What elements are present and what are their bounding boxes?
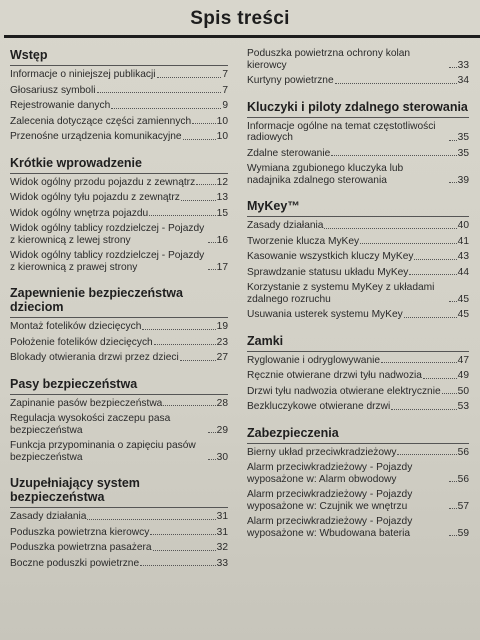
toc-entry-title: Widok ogólny tablicy rozdzielczej - Pojazdy z kierownicą z prawej strony <box>10 250 205 273</box>
dot-leader <box>97 92 222 93</box>
toc-section <box>10 156 228 274</box>
toc-entry-page: 40 <box>457 220 469 231</box>
toc-entry-title: Zalecenia dotyczące części zamiennych <box>10 115 192 127</box>
toc-entry-title: Wymiana zgubionego kluczyka lub nadajnika zdalnego sterowania <box>247 163 404 186</box>
section-gap <box>247 91 469 100</box>
toc-entry-page: 29 <box>216 424 228 436</box>
toc-entry[interactable] <box>247 447 469 459</box>
section-gap <box>247 417 469 426</box>
toc-entry[interactable] <box>10 527 228 539</box>
toc-entry-page: 27 <box>216 352 228 363</box>
toc-entry[interactable] <box>10 177 228 189</box>
toc-entry[interactable] <box>10 100 228 112</box>
section-rule <box>247 216 469 217</box>
toc-entry-page: 28 <box>216 397 228 409</box>
toc-entry-title: Alarm przeciwkradzieżowy - Pojazdy wyposażone w: Czujnik we wnętrzu <box>247 489 413 512</box>
toc-entry[interactable] <box>247 236 469 248</box>
toc-section <box>10 286 228 364</box>
toc-section <box>247 199 469 321</box>
toc-entry[interactable] <box>247 121 469 144</box>
toc-entry[interactable] <box>247 489 469 512</box>
dot-leader <box>208 459 216 460</box>
toc-entry-page: 47 <box>457 354 469 366</box>
toc-entry-title: Widok ogólny wnętrza pojazdu <box>10 207 149 219</box>
toc-entry-title: Widok ogólny przodu pojazdu z zewnątrz <box>10 176 196 188</box>
toc-entry[interactable] <box>10 337 228 349</box>
dot-leader <box>449 301 457 302</box>
section-rule <box>247 117 469 118</box>
toc-entry-title: Informacje ogólne na temat częstotliwości radiowych <box>247 120 436 143</box>
toc-entry-page: 7 <box>222 69 228 80</box>
toc-entry-title: Położenie fotelików dziecięcych <box>10 336 153 348</box>
dot-leader <box>208 242 216 243</box>
toc-entry[interactable] <box>10 558 228 570</box>
toc-entry-page: 39 <box>457 174 469 186</box>
dot-leader <box>192 123 215 124</box>
toc-entry-title: Sprawdzanie statusu układu MyKey <box>247 266 409 278</box>
toc-entry-page: 7 <box>222 84 228 96</box>
right-column <box>247 48 469 543</box>
section-rule <box>10 394 228 395</box>
dot-leader <box>181 200 216 201</box>
toc-entry[interactable] <box>10 542 228 554</box>
dot-leader <box>140 565 216 566</box>
toc-entry[interactable] <box>10 398 228 410</box>
toc-entry-page: 30 <box>216 451 228 463</box>
dot-leader <box>442 393 457 394</box>
toc-entry-page: 53 <box>457 401 469 412</box>
toc-entry-title: Rejestrowanie danych <box>10 100 111 111</box>
toc-entry[interactable] <box>247 267 469 279</box>
toc-entry-page: 32 <box>216 542 228 553</box>
toc-entry-title: Tworzenie klucza MyKey <box>247 235 360 247</box>
dot-leader <box>381 362 457 363</box>
section-rule <box>10 317 228 318</box>
toc-entry-page: 59 <box>457 527 469 539</box>
dot-leader <box>449 508 457 509</box>
toc-section <box>247 334 469 413</box>
toc-entry[interactable] <box>10 208 228 220</box>
toc-entry-title: Kurtyny powietrzne <box>247 75 334 86</box>
page-title: Spis treści <box>190 8 290 29</box>
toc-entry-page: 17 <box>216 261 228 273</box>
dot-leader <box>149 215 215 216</box>
toc-entry[interactable] <box>247 370 469 382</box>
toc-entry-page: 43 <box>457 251 469 262</box>
toc-entry-title: Blokady otwierania drzwi przez dzieci <box>10 352 179 363</box>
section-gap <box>10 467 228 476</box>
toc-entry[interactable] <box>247 251 469 263</box>
toc-entry[interactable] <box>247 282 469 305</box>
toc-entry-title: Alarm przeciwkradzieżowy - Pojazdy wyposażone w: Alarm obwodowy <box>247 462 413 485</box>
toc-entry-page: 34 <box>457 75 469 86</box>
toc-entry-page: 33 <box>216 557 228 569</box>
dot-leader <box>324 228 456 229</box>
toc-entry-page: 45 <box>457 293 469 305</box>
toc-entry-title: Alarm przeciwkradzieżowy - Pojazdy wyposażone w: Wbudowana bateria <box>247 516 413 539</box>
toc-entry-page: 10 <box>216 131 228 142</box>
toc-entry-page: 33 <box>457 59 469 71</box>
toc-section <box>247 48 469 87</box>
toc-entry-title: Montaż fotelików dziecięcych <box>10 321 142 332</box>
dot-leader <box>404 317 457 318</box>
dot-leader <box>87 519 215 520</box>
toc-entry-title: Zdalne sterowanie <box>247 147 331 159</box>
dot-leader <box>391 409 456 410</box>
toc-entry-title: Boczne poduszki powietrzne <box>10 557 140 569</box>
section-gap <box>247 190 469 199</box>
toc-entry-title: Przenośne urządzenia komunikacyjne <box>10 131 182 142</box>
toc-entry-page: 13 <box>216 192 228 203</box>
toc-entry[interactable] <box>247 401 469 413</box>
toc-entry-title: Funkcja przypominania o zapięciu pasów bezpieczeństwa <box>10 440 196 463</box>
toc-section <box>10 476 228 569</box>
toc-entry-page: 23 <box>216 336 228 348</box>
dot-leader <box>360 243 457 244</box>
toc-section <box>247 100 469 187</box>
toc-entry[interactable] <box>247 462 469 485</box>
section-heading: Pasy bezpieczeństwa <box>10 376 138 391</box>
toc-entry-page: 31 <box>216 526 228 538</box>
dot-leader <box>196 184 215 185</box>
toc-entry-title: Informacje o niniejszej publikacji <box>10 69 156 80</box>
toc-entry[interactable] <box>10 352 228 364</box>
toc-entry-title: Drzwi tyłu nadwozia otwierane elektrycznie <box>247 385 441 397</box>
dot-leader <box>449 140 457 141</box>
section-gap <box>10 147 228 156</box>
toc-entry-page: 35 <box>457 147 469 159</box>
toc-entry[interactable] <box>247 220 469 232</box>
toc-entry-page: 15 <box>216 207 228 219</box>
toc-entry[interactable] <box>10 69 228 81</box>
toc-section <box>10 48 228 143</box>
toc-entry-title: Regulacja wysokości zaczepu pasa bezpieczeństwa <box>10 413 171 436</box>
section-rule <box>247 351 469 352</box>
toc-section <box>247 426 469 540</box>
toc-entry-title: Bezkluczykowe otwierane drzwi <box>247 401 391 412</box>
toc-entry-page: 49 <box>457 370 469 381</box>
title-rule <box>4 35 480 38</box>
dot-leader <box>449 535 457 536</box>
toc-entry[interactable] <box>10 250 228 273</box>
dot-leader <box>183 139 216 140</box>
toc-entry[interactable] <box>247 163 469 186</box>
toc-entry-title: Głosariusz symboli <box>10 84 96 96</box>
toc-entry[interactable] <box>10 192 228 204</box>
dot-leader <box>153 550 216 551</box>
toc-entry-page: 45 <box>457 309 469 320</box>
dot-leader <box>208 432 216 433</box>
dot-leader <box>157 77 222 78</box>
toc-entry-page: 9 <box>222 100 228 111</box>
section-heading: Zapewnienie bezpieczeństwa dzieciom <box>10 286 183 314</box>
toc-entry-title: Zasady działania <box>10 511 87 522</box>
toc-entry-page: 12 <box>216 176 228 188</box>
toc-section <box>10 377 228 464</box>
section-heading: MyKey™ <box>247 199 300 213</box>
section-rule <box>247 443 469 444</box>
section-gap <box>10 277 228 286</box>
dot-leader <box>335 83 457 84</box>
toc-entry-title: Poduszka powietrzna ochrony kolan kierowcy <box>247 48 411 71</box>
section-gap <box>247 325 469 334</box>
toc-entry-page: 56 <box>457 473 469 485</box>
toc-entry[interactable] <box>10 321 228 333</box>
toc-entry-page: 57 <box>457 500 469 512</box>
section-rule <box>10 65 228 66</box>
toc-entry-page: 35 <box>457 132 469 143</box>
dot-leader <box>449 182 457 183</box>
section-rule <box>10 507 228 508</box>
dot-leader <box>414 259 456 260</box>
toc-entry-title: Ryglowanie i odryglowywanie <box>247 354 381 366</box>
toc-entry[interactable] <box>10 511 228 523</box>
dot-leader <box>449 481 457 482</box>
toc-entry[interactable] <box>247 75 469 87</box>
toc-entry-page: 19 <box>216 321 228 332</box>
toc-entry-page: 31 <box>216 511 228 522</box>
dot-leader <box>163 405 215 406</box>
section-gap <box>10 368 228 377</box>
section-heading: Krótkie wprowadzenie <box>10 155 142 170</box>
toc-entry[interactable] <box>10 223 228 246</box>
toc-entry[interactable] <box>247 386 469 398</box>
toc-entry-title: Zasady działania <box>247 220 324 231</box>
toc-entry-page: 41 <box>457 235 469 247</box>
dot-leader <box>449 67 457 68</box>
toc-entry-title: Korzystanie z systemu MyKey z układami zdalnego rozruchu <box>247 282 435 305</box>
section-heading: Zabezpieczenia <box>247 425 339 440</box>
dot-leader <box>154 344 216 345</box>
toc-entry-page: 50 <box>457 385 469 397</box>
toc-entry[interactable] <box>247 516 469 539</box>
toc-entry-title: Usuwania usterek systemu MyKey <box>247 309 403 320</box>
dot-leader <box>208 269 216 270</box>
toc-entry[interactable] <box>10 440 228 463</box>
toc-entry[interactable] <box>10 131 228 143</box>
section-rule <box>10 173 228 174</box>
toc-entry[interactable] <box>247 48 469 71</box>
left-column <box>10 48 228 573</box>
toc-entry[interactable] <box>10 116 228 128</box>
toc-entry-title: Kasowanie wszystkich kluczy MyKey <box>247 251 414 262</box>
toc-entry-title: Widok ogólny tyłu pojazdu z zewnątrz <box>10 192 180 203</box>
section-heading: Wstęp <box>10 48 48 62</box>
dot-leader <box>409 274 456 275</box>
toc-entry-page: 16 <box>216 234 228 246</box>
toc-entry-title: Bierny układ przeciwkradzieżowy <box>247 446 397 458</box>
toc-entry-page: 44 <box>457 266 469 278</box>
toc-entry[interactable] <box>247 309 469 321</box>
dot-leader <box>397 454 456 455</box>
dot-leader <box>142 329 215 330</box>
toc-entry-title: Widok ogólny tablicy rozdzielczej - Pojazdy z kierownicą z lewej strony <box>10 223 205 246</box>
section-heading: Kluczyki i piloty zdalnego sterowania <box>247 99 468 114</box>
toc-entry-page: 10 <box>216 115 228 127</box>
section-heading: Uzupełniający system bezpieczeństwa <box>10 476 140 504</box>
dot-leader <box>423 378 457 379</box>
toc-entry[interactable] <box>247 355 469 367</box>
toc-entry-title: Ręcznie otwierane drzwi tyłu nadwozia <box>247 370 422 381</box>
toc-entry[interactable] <box>10 413 228 436</box>
toc-entry-title: Poduszka powietrzna pasażera <box>10 542 152 553</box>
dot-leader <box>150 534 215 535</box>
toc-entry-page: 56 <box>457 446 469 458</box>
toc-entry-title: Poduszka powietrzna kierowcy <box>10 526 150 538</box>
toc-entry[interactable] <box>247 148 469 160</box>
toc-entry-title: Zapinanie pasów bezpieczeństwa <box>10 397 163 409</box>
toc-entry[interactable] <box>10 85 228 97</box>
dot-leader <box>180 360 216 361</box>
dot-leader <box>331 155 456 156</box>
section-heading: Zamki <box>247 333 284 348</box>
dot-leader <box>111 108 221 109</box>
